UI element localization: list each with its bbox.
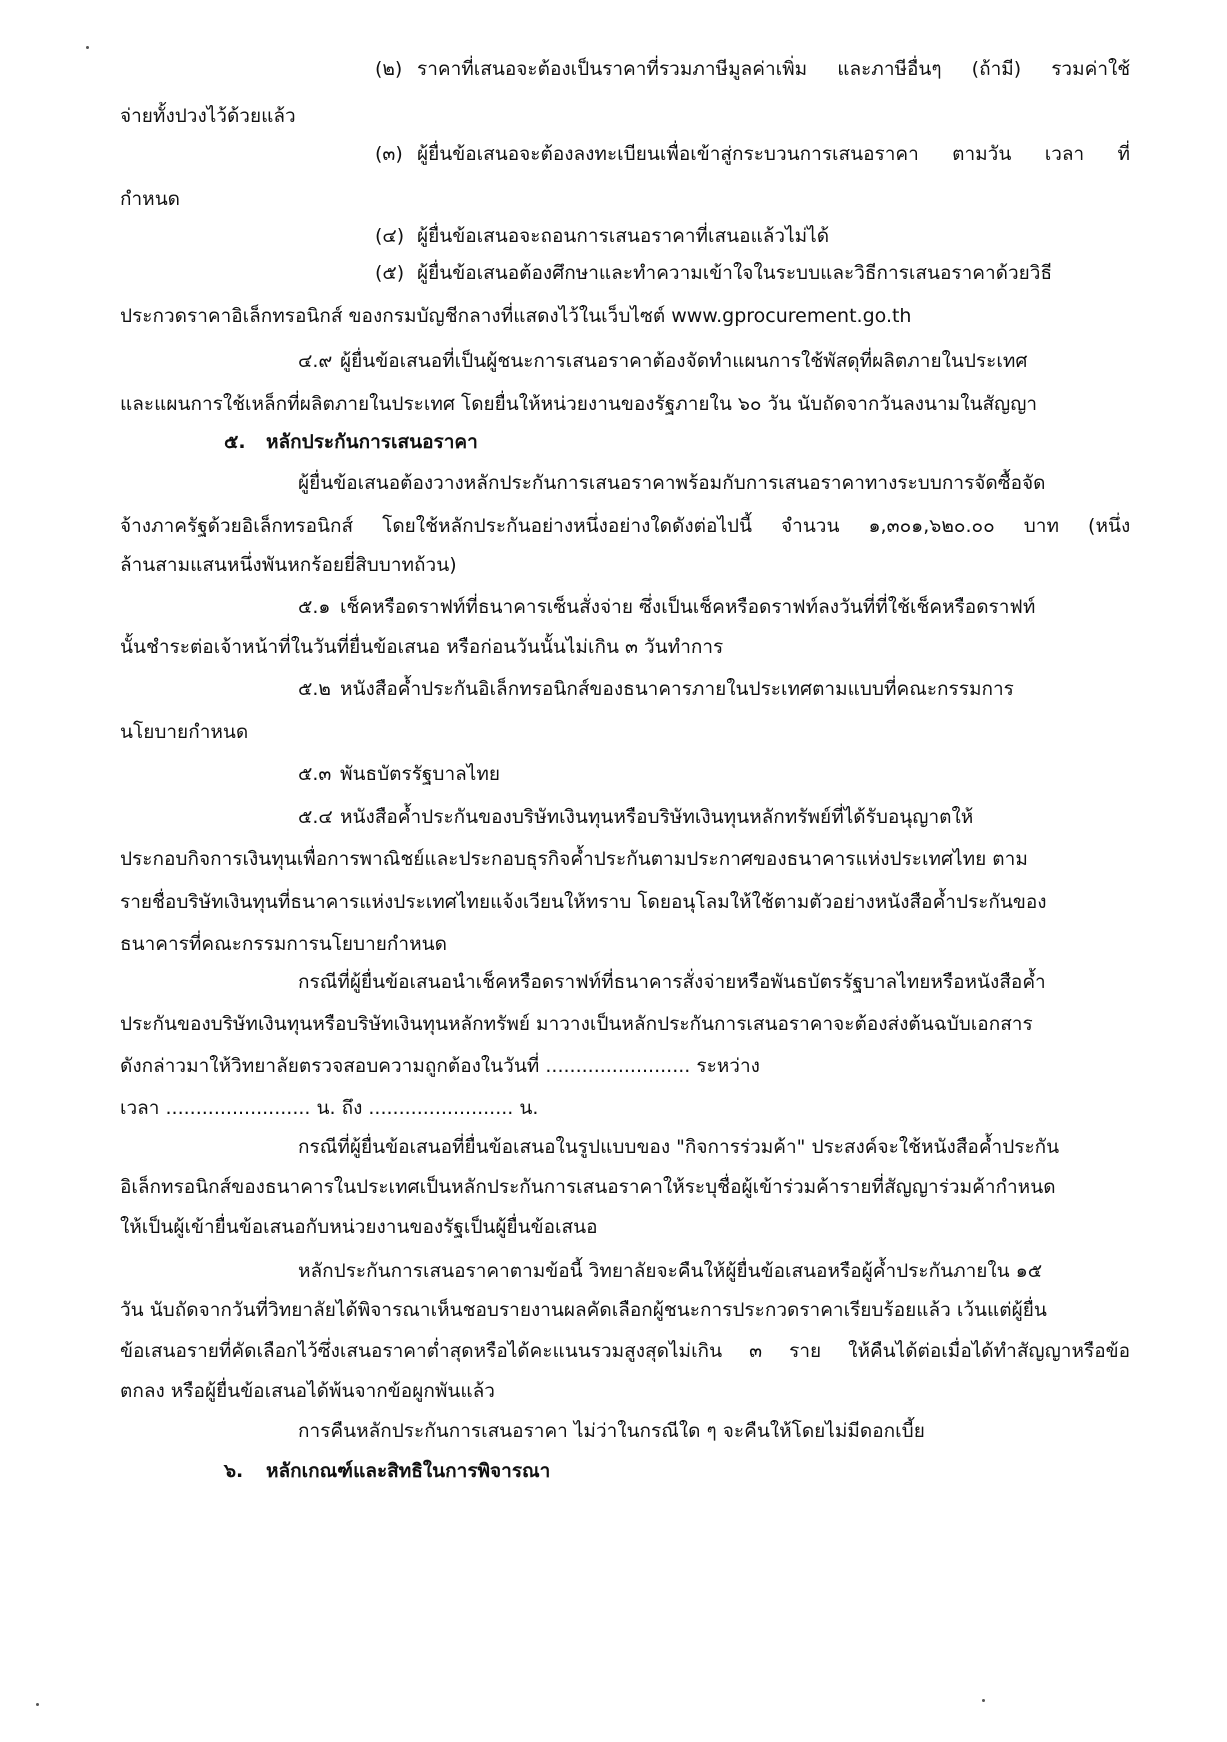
text-line bbox=[120, 259, 1130, 287]
line-text: เวลา ........................ น. ถึง ........................ น. bbox=[120, 1097, 539, 1119]
text-line bbox=[120, 930, 1130, 958]
line-text: ประกันของบริษัทเงินทุนหรือบริษัทเงินทุนหลักทรัพย์ มาวางเป็นหลักประกันการเสนอราคาจะต้องส่งต้นฉบับเอกสาร bbox=[120, 1013, 1033, 1035]
clause-number: (๒) bbox=[375, 58, 403, 80]
text-line bbox=[120, 469, 1130, 497]
text-line bbox=[120, 845, 1130, 873]
line-text: กำหนด bbox=[120, 188, 181, 210]
text-line bbox=[120, 347, 1130, 375]
line-text: ให้เป็นผู้เข้ายื่นข้อเสนอกับหน่วยงานของรัฐเป็นผู้ยื่นข้อเสนอ bbox=[120, 1216, 598, 1238]
line-text: ธนาคารที่คณะกรรมการนโยบายกำหนด bbox=[120, 933, 447, 955]
text-line bbox=[120, 1052, 1130, 1080]
line-text: วัน นับถัดจากวันที่วิทยาลัยได้พิจารณาเห็นชอบรายงานผลคัดเลือกผู้ชนะการประกวดราคาเรียบร้อยแล้ว เว้นแต่ผู้ยื่น bbox=[120, 1299, 1047, 1321]
line-text: และแผนการใช้เหล็กที่ผลิตภายในประเทศ โดยยื่นให้หน่วยงานของรัฐภายใน ๖๐ วัน นับถัดจากวันลงนามในสัญญา bbox=[120, 393, 1038, 415]
text-line bbox=[120, 102, 1130, 130]
line-text: พันธบัตรรัฐบาลไทย bbox=[340, 763, 500, 785]
text-line bbox=[120, 185, 1130, 213]
line-text: หลักประกันการเสนอราคาตามข้อนี้ วิทยาลัยจะคืนให้ผู้ยื่นข้อเสนอหรือผู้ค้ำประกันภายใน ๑๕ bbox=[298, 1260, 1043, 1282]
line-text: ผู้ยื่นข้อเสนอจะต้องลงทะเบียนเพื่อเข้าสู่กระบวนการเสนอราคา ตามวัน เวลา ที่ bbox=[417, 143, 1131, 165]
text-line bbox=[120, 222, 1130, 250]
line-text: ผู้ยื่นข้อเสนอที่เป็นผู้ชนะการเสนอราคาต้องจัดทำแผนการใช้พัสดุที่ผลิตภายในประเทศ bbox=[340, 350, 1028, 372]
line-text: กรณีที่ผู้ยื่นข้อเสนอที่ยื่นข้อเสนอในรูปแบบของ "กิจการร่วมค้า" ประสงค์จะใช้หนังสือค้ำประกัน bbox=[298, 1136, 1060, 1158]
clause-number: ๕.๓ bbox=[298, 763, 332, 785]
line-text: อิเล็กทรอนิกส์ของธนาคารในประเทศเป็นหลักประกันการเสนอราคาให้ระบุชื่อผู้เข้าร่วมค้ารายที่สัญญาร่วมค้ากำหนด bbox=[120, 1176, 1056, 1198]
line-text: จ่ายทั้งปวงไว้ด้วยแล้ว bbox=[120, 105, 296, 127]
clause-number: ๕.๔ bbox=[298, 806, 333, 828]
text-line bbox=[120, 675, 1130, 703]
text-line bbox=[120, 760, 1130, 788]
line-text: หนังสือค้ำประกันอิเล็กทรอนิกส์ของธนาคารภายในประเทศตามแบบที่คณะกรรมการ bbox=[340, 678, 1014, 700]
line-text: ข้อเสนอรายที่คัดเลือกไว้ซึ่งเสนอราคาต่ำสุดหรือได้คะแนนรวมสูงสุดไม่เกิน ๓ ราย ให้คืนได้ต่อเมื่อได้ทำสัญญาหรือข้อ bbox=[120, 1340, 1131, 1362]
clause-number: ๕.๒ bbox=[298, 678, 331, 700]
line-text: ผู้ยื่นข้อเสนอต้องศึกษาและทำความเข้าใจในระบบและวิธีการเสนอราคาด้วยวิธี bbox=[417, 262, 1053, 284]
line-text: นโยบายกำหนด bbox=[120, 721, 249, 743]
text-line bbox=[120, 718, 1130, 746]
line-text: ผู้ยื่นข้อเสนอจะถอนการเสนอราคาที่เสนอแล้วไม่ได้ bbox=[417, 225, 830, 247]
text-line bbox=[120, 428, 1130, 456]
line-text: หลักเกณฑ์และสิทธิในการพิจารณา bbox=[266, 1460, 551, 1482]
line-text: ดังกล่าวมาให้วิทยาลัยตรวจสอบความถูกต้องในวันที่ ........................ ระหว่าง bbox=[120, 1055, 760, 1077]
text-line bbox=[120, 593, 1130, 621]
text-line bbox=[120, 1173, 1130, 1201]
text-line bbox=[120, 1296, 1130, 1324]
text-line bbox=[120, 1133, 1130, 1161]
clause-number: ๕. bbox=[224, 431, 246, 453]
line-text: ราคาที่เสนอจะต้องเป็นราคาที่รวมภาษีมูลค่าเพิ่ม และภาษีอื่นๆ (ถ้ามี) รวมค่าใช้ bbox=[417, 58, 1131, 80]
scan-speck bbox=[36, 1703, 39, 1706]
text-line bbox=[120, 390, 1130, 418]
clause-number: ๖. bbox=[224, 1460, 244, 1482]
clause-number: ๕.๑ bbox=[298, 596, 331, 618]
text-line bbox=[120, 803, 1130, 831]
text-line bbox=[120, 302, 1130, 330]
text-line bbox=[120, 968, 1130, 996]
line-text: จ้างภาครัฐด้วยอิเล็กทรอนิกส์ โดยใช้หลักประกันอย่างหนึ่งอย่างใดดังต่อไปนี้ จำนวน ๑,๓๐๑,๖๒๐.๐๐ บาท (หนึ่ง bbox=[120, 515, 1131, 537]
line-text: หลักประกันการเสนอราคา bbox=[266, 431, 478, 453]
line-text: การคืนหลักประกันการเสนอราคา ไม่ว่าในกรณีใด ๆ จะคืนให้โดยไม่มีดอกเบี้ย bbox=[298, 1420, 925, 1442]
line-text: ตกลง หรือผู้ยื่นข้อเสนอได้พ้นจากข้อผูกพันแล้ว bbox=[120, 1380, 495, 1402]
text-line bbox=[120, 1010, 1130, 1038]
text-line bbox=[120, 888, 1130, 916]
line-text: นั้นชำระต่อเจ้าหน้าที่ในวันที่ยื่นข้อเสนอ หรือก่อนวันนั้นไม่เกิน ๓ วันทำการ bbox=[120, 636, 724, 658]
text-line bbox=[120, 1417, 1130, 1445]
text-line bbox=[120, 1213, 1130, 1241]
line-text: รายชื่อบริษัทเงินทุนที่ธนาคารแห่งประเทศไทยแจ้งเวียนให้ทราบ โดยอนุโลมให้ใช้ตามตัวอย่างหนังสือค้ำประกันของ bbox=[120, 891, 1047, 913]
line-text: ล้านสามแสนหนึ่งพันหกร้อยยี่สิบบาทถ้วน) bbox=[120, 554, 457, 576]
clause-number: ๔.๙ bbox=[298, 350, 333, 372]
text-line bbox=[120, 512, 1130, 540]
line-text: หนังสือค้ำประกันของบริษัทเงินทุนหรือบริษัทเงินทุนหลักทรัพย์ที่ได้รับอนุญาตให้ bbox=[340, 806, 974, 828]
clause-number: (๔) bbox=[375, 225, 405, 247]
text-line bbox=[120, 1457, 1130, 1485]
text-line bbox=[120, 140, 1130, 168]
line-text: เช็คหรือดราฟท์ที่ธนาคารเซ็นสั่งจ่าย ซึ่งเป็นเช็คหรือดราฟท์ลงวันที่ที่ใช้เช็คหรือดราฟท์ bbox=[340, 596, 1036, 618]
scan-speck bbox=[982, 1699, 985, 1702]
line-text: กรณีที่ผู้ยื่นข้อเสนอนำเช็คหรือดราฟท์ที่ธนาคารสั่งจ่ายหรือพันธบัตรรัฐบาลไทยหรือหนังสือค้ำ bbox=[298, 971, 1046, 993]
text-line bbox=[120, 1094, 1130, 1122]
text-line bbox=[120, 55, 1130, 83]
line-text: ผู้ยื่นข้อเสนอต้องวางหลักประกันการเสนอราคาพร้อมกับการเสนอราคาทางระบบการจัดซื้อจัด bbox=[298, 472, 1046, 494]
scan-speck bbox=[86, 46, 89, 49]
text-line bbox=[120, 1337, 1130, 1365]
line-text: ประกวดราคาอิเล็กทรอนิกส์ ของกรมบัญชีกลางที่แสดงไว้ในเว็บไซต์ www.gprocurement.go.th bbox=[120, 305, 912, 327]
text-line bbox=[120, 1257, 1130, 1285]
text-line bbox=[120, 633, 1130, 661]
clause-number: (๓) bbox=[375, 143, 403, 165]
text-line bbox=[120, 1377, 1130, 1405]
text-line bbox=[120, 551, 1130, 579]
clause-number: (๕) bbox=[375, 262, 405, 284]
line-text: ประกอบกิจการเงินทุนเพื่อการพาณิชย์และประกอบธุรกิจค้ำประกันตามประกาศของธนาคารแห่งประเทศไทย ตาม bbox=[120, 848, 1028, 870]
